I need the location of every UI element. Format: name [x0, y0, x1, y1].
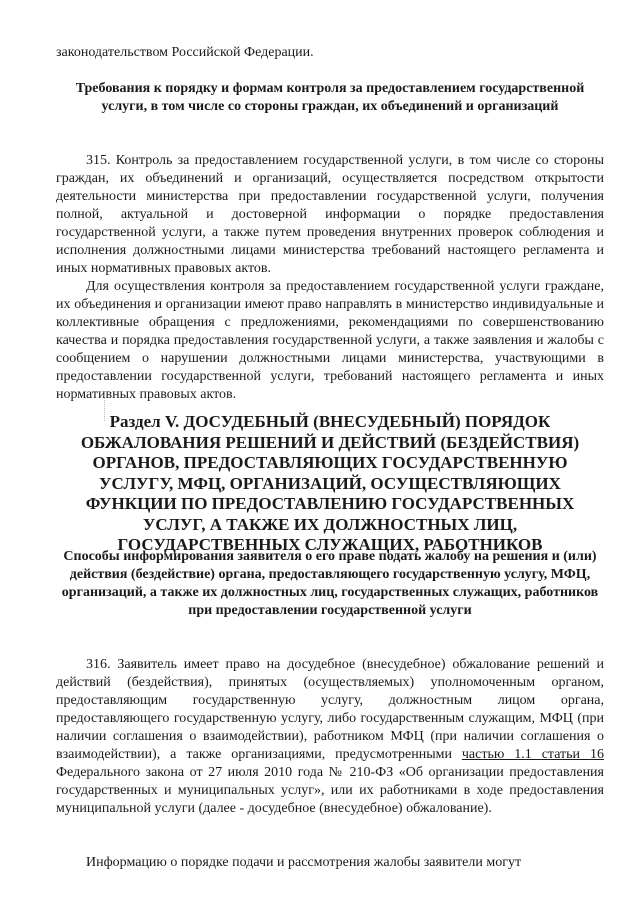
paragraph-316-continued: Информацию о порядке подачи и рассмотрения жалобы заявители могут	[86, 855, 522, 870]
control-heading: Требования к порядку и формам контроля за предоставлением государственной услуги, в том числе со стороны граждан, их объединений и организаций	[75, 81, 585, 114]
informing-heading: Способы информирования заявителя о его праве подать жалобу на решения и (или) действия (бездействие) органа, предоставляющего государственную услугу, МФЦ, организаций, а также их должностных лиц, государственных служащих, работников при предоставлении государственной услуги	[61, 549, 599, 618]
law-reference-link[interactable]: частью 1.1 статьи 16	[461, 747, 604, 762]
paragraph-315: 315. Контроль за предоставлением государственной услуги, в том числе со стороны граждан, их объединений и организаций, осуществляется посредством открытости деятельности министерства при предоставлении государственной услуги, получения полной, актуальной и достоверной информации о порядке предоставления государственной услуги, а также путем проведения внутренних проверок соблюдения и исполнения должностными лицами министерства требований настоящего регламента и иных нормативных правовых актов.	[56, 153, 604, 276]
section-v-heading: Раздел V. ДОСУДЕБНЫЙ (ВНЕСУДЕБНЫЙ) ПОРЯДОК ОБЖАЛОВАНИЯ РЕШЕНИЙ И ДЕЙСТВИЙ (БЕЗДЕЙСТВИЯ) ОРГАНОВ, ПРЕДОСТАВЛЯЮЩИХ ГОСУДАРСТВЕННУЮ УСЛУГУ, МФЦ, ОРГАНИЗАЦИЙ, ОСУЩЕСТВЛЯЮЩИХ ФУНКЦИИ ПО ПРЕДОСТАВЛЕНИЮ ГОСУДАРСТВЕННЫХ УСЛУГ, А ТАКЖЕ ИХ ДОЛЖНОСТНЫХ ЛИЦ, ГОСУДАРСТВЕННЫХ СЛУЖАЩИХ, РАБОТНИКОВ	[80, 412, 580, 554]
paragraph-316	[56, 656, 604, 818]
paragraph-316-text-end: Федерального закона от 27 июля 2010 года № 210-ФЗ «Об организации предоставления государственных и муниципальных услуг», или их работниками в ходе предоставления муниципальной услуги (далее - досудебное (внесудебное) обжалование).	[56, 765, 604, 816]
paragraph-316-text: 316. Заявитель имеет право на досудебное (внесудебное) обжалование решений и действий (бездействия), принятых (осуществляемых) уполномоченным органом, предоставляющим государственную услугу, должностным лицом органа, предоставляющего государственную услугу, либо государственным служащим, МФЦ (при наличии соглашения о взаимодействии), работником МФЦ (при наличии соглашения о взаимодействии), а также организациями, предусмотренными	[56, 657, 604, 762]
intro-line: законодательством Российской Федерации.	[56, 45, 314, 60]
paragraph-315-continued: Для осуществления контроля за предоставлением государственной услуги граждане, их объединения и организации имеют право направлять в министерство индивидуальные и коллективные обращения с предложениями, рекомендациями по совершенствованию качества и порядка предоставления государственной услуги, а также заявления и жалобы с сообщением о нарушении должностными лицами министерства, участвующими в предоставлении государственной услуги, требований настоящего регламента и иных нормативных правовых актов.	[56, 279, 604, 402]
